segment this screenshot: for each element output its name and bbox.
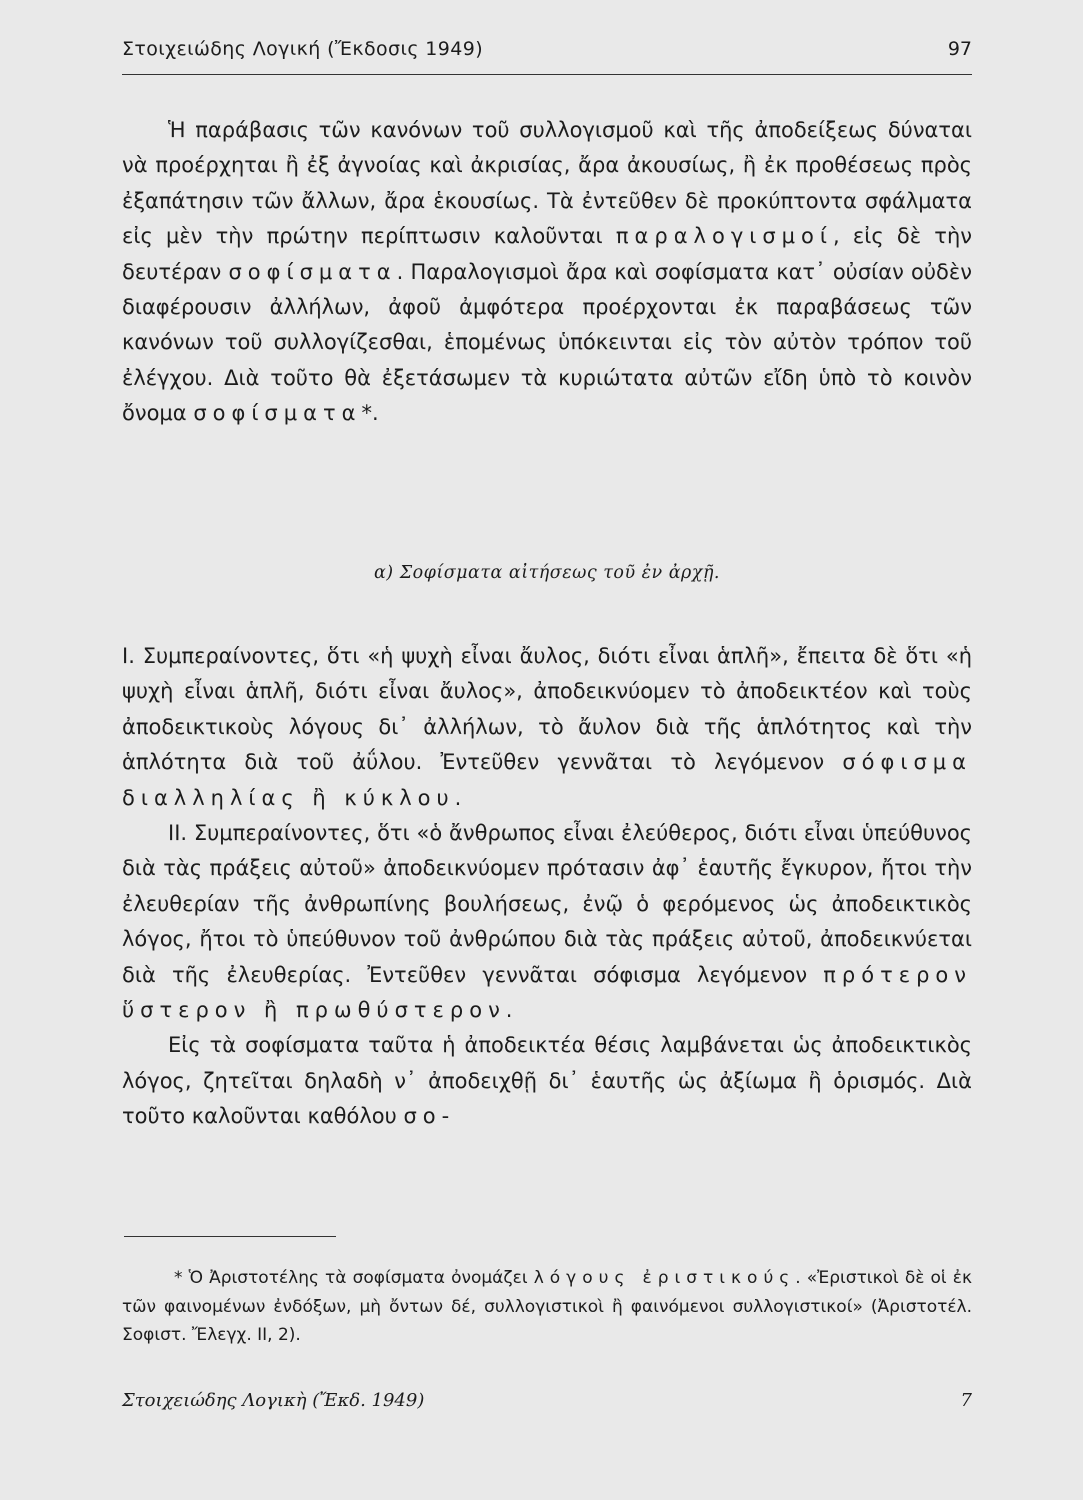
term-paralogismoi: παραλογισμοί: [615, 224, 833, 249]
section-1-paragraph: [122, 639, 972, 816]
sec2-term: πρότερον ὕστερον ἢ πρωθύστερον: [122, 962, 972, 1023]
main-body: [122, 639, 972, 1135]
signature-number: 7: [960, 1390, 972, 1411]
intro-text-3: . Παραλογισμοὶ ἄρα καὶ σοφίσματα κατ᾽ οὐσίαν οὐδὲν διαφέρουσιν ἀλλήλων, ἀφοῦ ἀμφότερα προέρχονται ἐκ παραβάσεως τῶν κανόνων τοῦ συλλογίζεσθαι, ἑπομένως ὑπόκεινται εἰς τὸν αὐτὸν τρόπον τοῦ ἐλέγχου. Διὰ τοῦτο θὰ ἐξετάσωμεν τὰ κυριώτατα αὐτῶν εἴδη ὑπὸ τὸ κοινὸν ὄνομα: [122, 259, 972, 426]
running-foot-title: Στοιχειώδης Λογικὴ (Ἔκδ. 1949): [122, 1390, 425, 1411]
sec1-text-2: .: [454, 785, 462, 810]
term-sophismata-2: σοφίσματα: [193, 401, 362, 426]
footnote: [122, 1264, 972, 1350]
page-number: 97: [947, 38, 972, 60]
footnote-rule: [124, 1236, 336, 1237]
term-sophismata: σοφίσματα: [228, 259, 397, 284]
footnote-term: λόγους ἐριστικούς: [533, 1268, 796, 1288]
footnote-text-1: * Ὁ Ἀριστοτέλης τὰ σοφίσματα ὀνομάζει: [174, 1268, 534, 1288]
section-subheading: α) Σοφίσματα αἰτήσεως τοῦ ἐν ἀρχῇ.: [373, 563, 720, 583]
running-foot: [122, 1390, 972, 1420]
section-3-paragraph: [122, 1028, 972, 1134]
intro-text-2: , εἰς δὲ τὴν δευτέραν: [122, 224, 972, 284]
sec1-text-1: Ι. Συμπεραίνοντες, ὅτι «ἡ ψυχὴ εἶναι ἄυλος, διότι εἶναι ἁπλῆ», ἔπειτα δὲ ὅτι «ἡ ψυχὴ εἶναι ἁπλῆ, διότι εἶναι ἄυλος», ἀποδεικνύομεν τὸ ἀποδεικτέον καὶ τοὺς ἀποδεικτικοὺς λόγους δι᾽ ἀλλήλων, τὸ ἄυλον διὰ τῆς ἁπλότητος καὶ τὴν ἁπλότητα διὰ τοῦ ἀΰλου. Ἐντεῦθεν γεννᾶται τὸ λεγόμενον: [122, 644, 972, 775]
intro-paragraph: [122, 113, 972, 432]
running-head: [122, 38, 972, 66]
sec1-term: σόφισμα διαλληλίας ἢ κύκλου: [122, 750, 972, 810]
running-head-title: Στοιχειώδης Λογική (Ἔκδοσις 1949): [122, 38, 484, 60]
sec2-text-2: .: [505, 998, 513, 1023]
section-2-paragraph: [122, 816, 972, 1028]
sec2-text-1: ΙΙ. Συμπεραίνοντες, ὅτι «ὁ ἄνθρωπος εἶναι ἐλεύθερος, διότι εἶναι ὑπεύθυνος διὰ τὰς πράξεις αὐτοῦ» ἀποδεικνύομεν πρότασιν ἀφ᾽ ἑαυτῆς ἔγκυρον, ἤτοι τὴν ἐλευθερίαν τῆς ἀνθρωπίνης βουλήσεως, ἐνῷ ὁ φερόμενος ὡς ἀποδεικτικὸς λόγος, ἤτοι τὸ ὑπεύθυνον τοῦ ἀνθρώπου διὰ τὰς πράξεις αὐτοῦ, ἀποδεικνύεται διὰ τῆς ἐλευθερίας. Ἐντεῦθεν γεννᾶται σόφισμα λεγόμενον: [122, 821, 972, 987]
sec3-term: σο-: [403, 1104, 456, 1129]
sec3-text-1: Εἰς τὰ σοφίσματα ταῦτα ἡ ἀποδεικτέα θέσις λαμβάνεται ὡς ἀποδεικτικὸς λόγος, ζητεῖται δηλαδὴ ν᾽ ἀποδειχθῇ δι᾽ ἑαυτῆς ὡς ἀξίωμα ἢ ὁρισμός. Διὰ τοῦτο καλοῦνται καθόλου: [122, 1033, 972, 1129]
intro-text-4: *.: [361, 401, 379, 426]
intro-text-1: Ἡ παράβασις τῶν κανόνων τοῦ συλλογισμοῦ καὶ τῆς ἀποδείξεως δύναται νὰ προέρχηται ἢ ἐξ ἀγνοίας καὶ ἀκρισίας, ἄρα ἀκουσίως, ἢ ἐκ προθέσεως πρὸς ἐξαπάτησιν τῶν ἄλλων, ἄρα ἑκουσίως. Τὰ ἐντεῦθεν δὲ προκύπτοντα σφάλματα εἰς μὲν τὴν πρώτην περίπτωσιν καλοῦνται: [122, 118, 972, 249]
header-rule: [122, 74, 972, 75]
footnote-text-2: . «Ἐριστικοὶ δὲ οἱ ἐκ τῶν φαινομένων ἐνδόξων, μὴ ὄντων δέ, συλλογιστικοὶ ἢ φαινόμενοι συλλογιστικοί» (Ἀριστοτέλ. Σοφιστ. Ἔλεγχ. ΙΙ, 2).: [122, 1268, 972, 1345]
